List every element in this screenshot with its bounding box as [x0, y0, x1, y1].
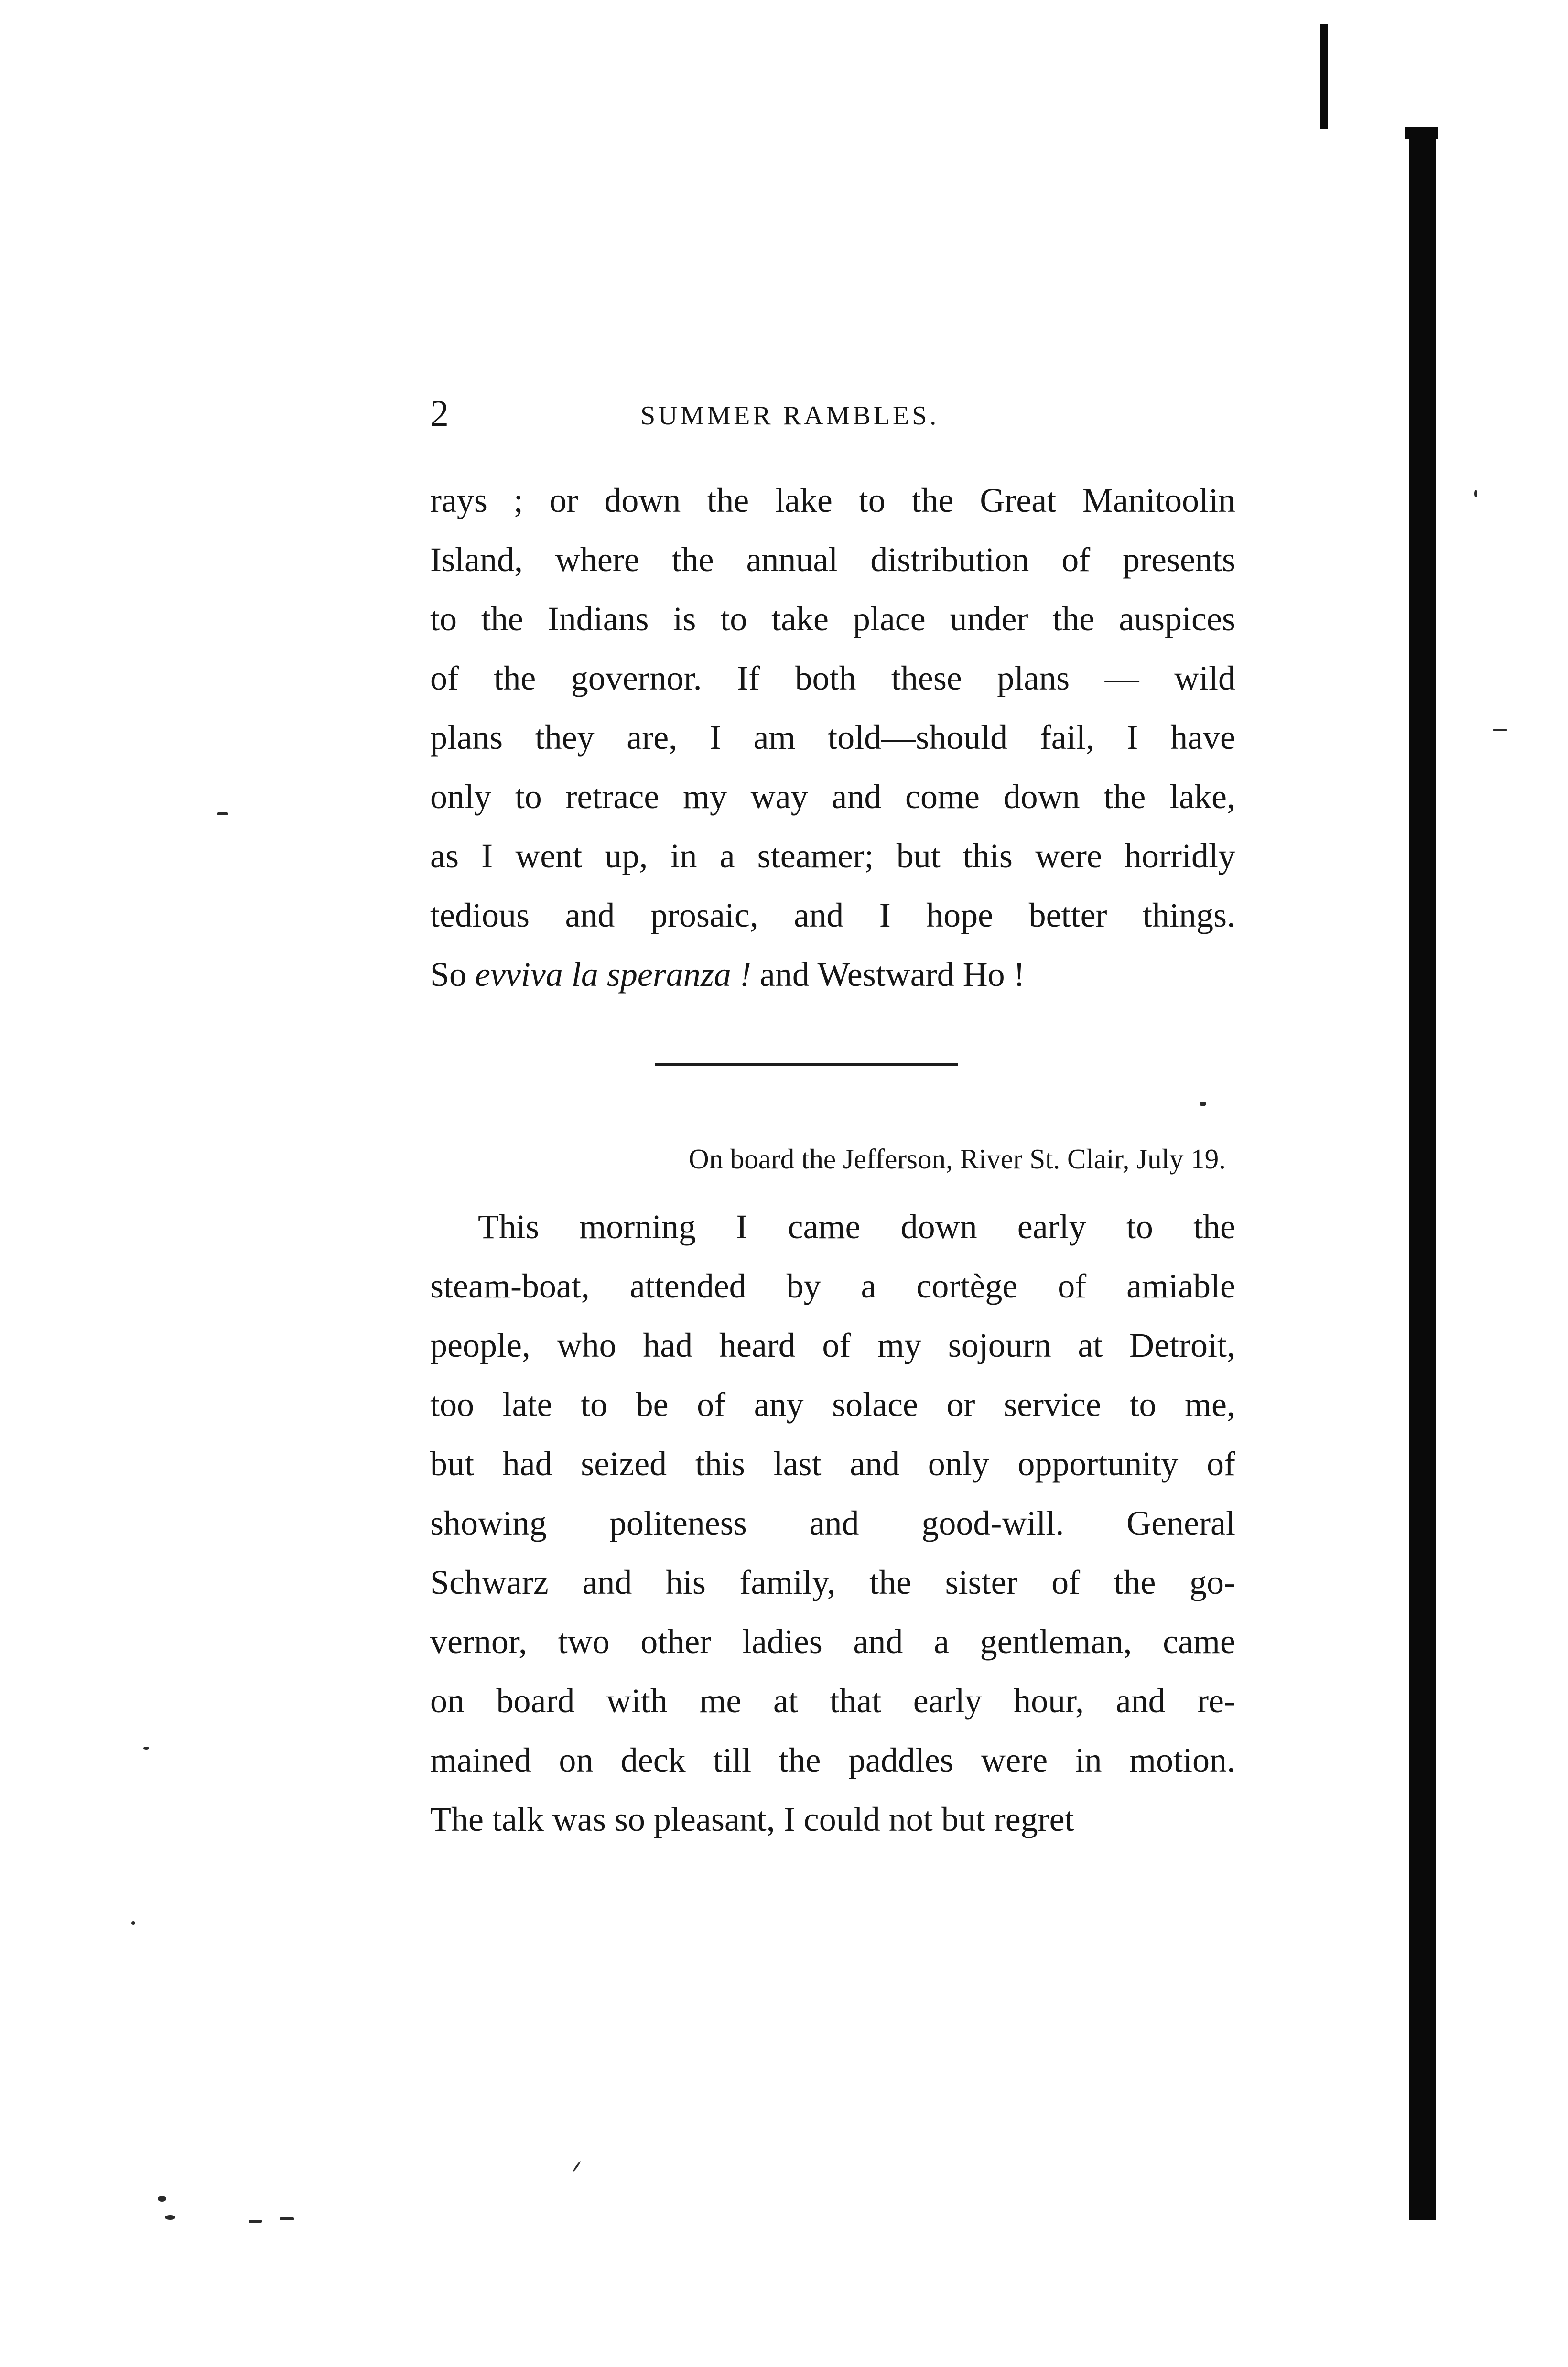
scan-speck — [1493, 729, 1507, 731]
text-line: mained on deck till the paddles were in motion. — [430, 1741, 1235, 1779]
text-line: to the Indians is to take place under the auspices — [430, 600, 1235, 638]
scan-speck — [280, 2217, 294, 2220]
scan-speck — [131, 1921, 135, 1925]
scan-speck — [165, 2215, 175, 2220]
text-line: Schwarz and his family, the sister of the go- — [430, 1563, 1235, 1601]
scan-speck — [1474, 490, 1477, 497]
text-line: too late to be of any solace or service to me, — [430, 1385, 1235, 1424]
scan-edge-mark — [1320, 24, 1328, 129]
text-line: showing politeness and good-will. General — [430, 1504, 1235, 1542]
text-line: of the governor. If both these plans — wild — [430, 659, 1235, 697]
text-line: tedious and prosaic, and I hope better things. — [430, 896, 1235, 934]
text-line: plans they are, I am told—should fail, I have — [430, 718, 1235, 757]
scan-speck — [573, 2161, 581, 2172]
scan-speck — [158, 2196, 166, 2202]
running-head: SUMMER RAMBLES. — [640, 401, 940, 431]
text-line: vernor, two other ladies and a gentleman, came — [430, 1622, 1235, 1661]
text-fragment: So — [430, 955, 476, 994]
text-line: on board with me at that early hour, and re- — [430, 1682, 1235, 1720]
text-line: rays ; or down the lake to the Great Manitoolin — [430, 481, 1235, 519]
scan-speck — [217, 812, 228, 815]
page-number: 2 — [430, 392, 449, 434]
section-divider — [655, 1063, 958, 1066]
scan-speck — [249, 2220, 262, 2223]
text-line: but had seized this last and only opportunity of — [430, 1445, 1235, 1483]
paragraph-2 — [430, 1197, 1235, 1849]
italic-phrase: evviva la speranza ! — [475, 955, 751, 994]
text-line-last — [430, 945, 1235, 1004]
text-line: This morning I came down early to the — [478, 1208, 1235, 1246]
page-header — [430, 387, 1243, 440]
text-line: steam-boat, attended by a cortège of amiable — [430, 1267, 1235, 1305]
scan-speck — [143, 1747, 149, 1750]
text-line: only to retrace my way and come down the lake, — [430, 778, 1235, 816]
scan-speck — [1200, 1102, 1206, 1106]
text-line: people, who had heard of my sojourn at Detroit, — [430, 1326, 1235, 1364]
text-fragment: and Westward Ho ! — [751, 955, 1025, 994]
text-line: Island, where the annual distribution of presents — [430, 540, 1235, 579]
binding-edge — [1409, 127, 1436, 2220]
paragraph-1 — [430, 471, 1235, 1004]
text-line: as I went up, in a steamer; but this were horridly — [430, 837, 1235, 875]
text-line: The talk was so pleasant, I could not but regret — [430, 1800, 1074, 1838]
dateline: On board the Jefferson, River St. Clair, July 19. — [689, 1143, 1226, 1175]
